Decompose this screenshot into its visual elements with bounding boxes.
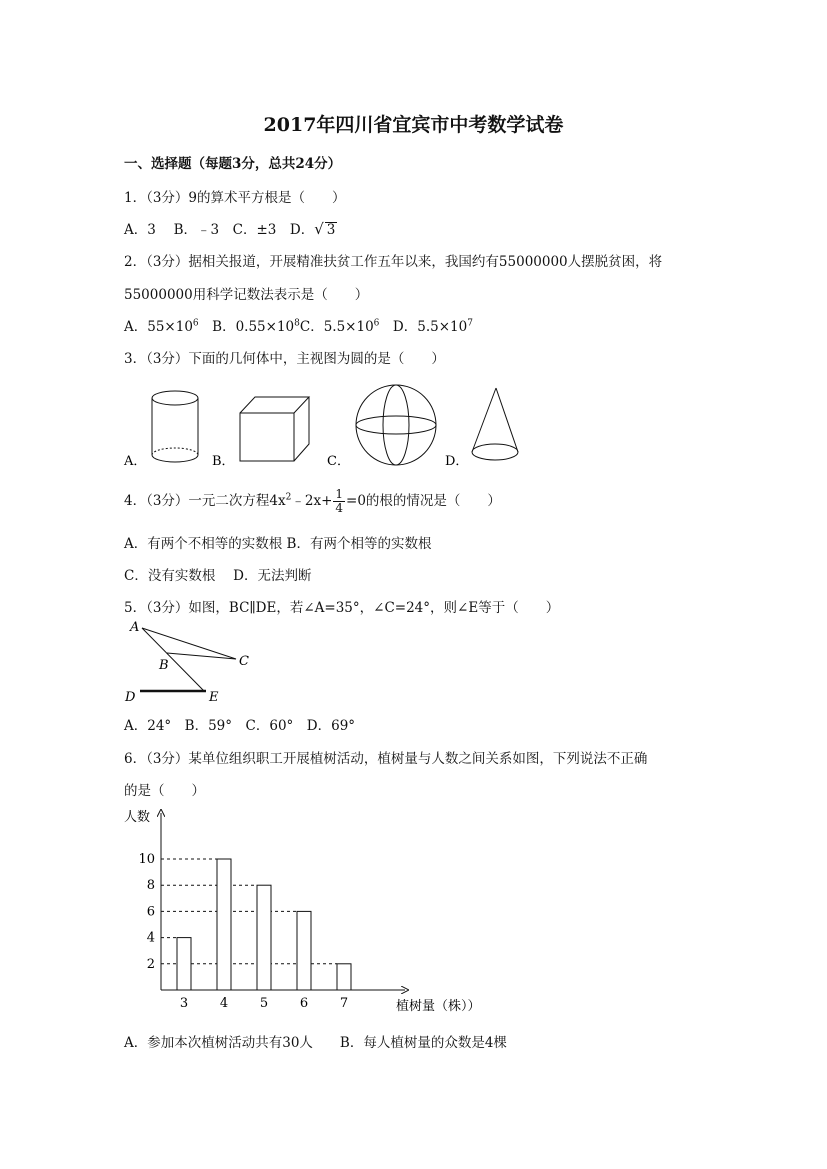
q2-option-a: A．55×10 <box>124 319 193 335</box>
point-e-label: E <box>209 690 219 705</box>
cylinder-figure <box>152 391 198 462</box>
question-4-options-ab: A．有两个不相等的实数根 B．有两个相等的实数根 <box>124 536 432 552</box>
sqrt-sign: √ <box>314 220 324 238</box>
y-tick-label: 6 <box>146 904 155 920</box>
q3-label-c: C． <box>327 454 350 469</box>
q2-option-d: D．5.5×10 <box>379 319 468 335</box>
q3-label-a: A． <box>124 454 147 469</box>
q4-frac-den: 4 <box>335 501 344 515</box>
q1-options-text: A．3 B．﹣3 C．±3 D． <box>124 222 315 238</box>
q4-stem-mid: ﹣2x+ <box>291 493 333 509</box>
q3-label-d: D． <box>445 454 469 469</box>
bar <box>217 859 231 990</box>
q4-exponent: 2 <box>285 492 292 503</box>
q2-option-c: C．5.5×10 <box>299 319 374 335</box>
question-2-stem-line2: 55000000用科学记数法表示是（ ） <box>124 287 369 303</box>
sphere-figure <box>356 385 436 465</box>
point-d-label: D <box>125 690 136 705</box>
q4-fraction <box>333 488 345 515</box>
bar <box>177 938 191 990</box>
question-5-options: A．24° B．59° C．60° D．69° <box>124 718 356 734</box>
question-6-options: A．参加本次植树活动共有30人 B．每人植树量的众数是4棵 <box>124 1035 507 1051</box>
question-4-stem <box>124 488 501 515</box>
segment-ae <box>142 628 204 691</box>
tree-planting-bar-chart <box>118 803 508 1023</box>
x-tick-label: 3 <box>179 996 189 1011</box>
q4-stem-post: =0的根的情况是（ ） <box>346 493 501 509</box>
bar <box>257 885 271 990</box>
point-c-label: C <box>239 654 249 669</box>
y-tick-label: 10 <box>138 852 155 867</box>
y-axis-label: 人数 <box>124 810 151 825</box>
question-5-stem: 5．（3分）如图，BC∥DE，若∠A=35°，∠C=24°，则∠E等于（ ） <box>124 600 560 616</box>
q5-geometry-figure <box>120 615 260 707</box>
page-title: 2017年四川省宜宾市中考数学试卷 <box>263 114 564 136</box>
question-3-stem: 3．（3分）下面的几何体中，主视图为圆的是（ ） <box>124 351 445 367</box>
section-heading: 一、选择题（每题3分，总共24分） <box>124 156 342 172</box>
y-tick-label: 8 <box>146 878 155 894</box>
y-tick-label: 2 <box>146 956 155 972</box>
q3-label-b: B． <box>212 454 235 469</box>
q2-option-b: B．0.55×10 <box>198 319 295 335</box>
x-tick-label: 6 <box>299 996 309 1011</box>
q3-figures <box>120 380 540 472</box>
q4-stem-pre: 4．（3分）一元二次方程4x <box>124 493 286 509</box>
question-2-options <box>124 315 473 335</box>
x-tick-label: 5 <box>259 996 269 1011</box>
x-axis-label: 植树量（株）） <box>396 999 481 1014</box>
q2-exp-d: 7 <box>467 318 473 329</box>
x-tick-label: 4 <box>219 996 229 1011</box>
point-a-label: A <box>130 620 140 635</box>
question-6-stem-line1: 6．（3分）某单位组织职工开展植树活动，植树量与人数之间关系如图，下列说法不正确 <box>124 751 648 767</box>
question-1-options <box>124 218 337 238</box>
question-6-stem-line2: 的是（ ） <box>124 783 205 799</box>
sqrt-radicand: 3 <box>326 222 336 238</box>
question-1-stem: 1．（3分）9的算术平方根是（ ） <box>124 190 346 206</box>
q4-frac-num: 1 <box>335 487 344 501</box>
point-b-label: B <box>159 658 169 673</box>
cube-figure <box>240 397 309 461</box>
bar <box>337 964 351 990</box>
x-tick-label: 7 <box>339 996 349 1011</box>
cone-figure <box>472 388 518 460</box>
q2-exp-c: 6 <box>373 318 380 329</box>
q2-exp-b: 8 <box>294 318 300 329</box>
q2-exp-a: 6 <box>192 318 199 329</box>
question-4-options-cd: C．没有实数根 D．无法判断 <box>124 568 312 584</box>
y-tick-label: 4 <box>146 930 155 946</box>
segment-ac <box>142 628 236 659</box>
bar <box>297 911 311 990</box>
question-2-stem-line1: 2．（3分）据相关报道，开展精准扶贫工作五年以来，我国约有55000000人摆脱贫困，将 <box>124 254 663 270</box>
